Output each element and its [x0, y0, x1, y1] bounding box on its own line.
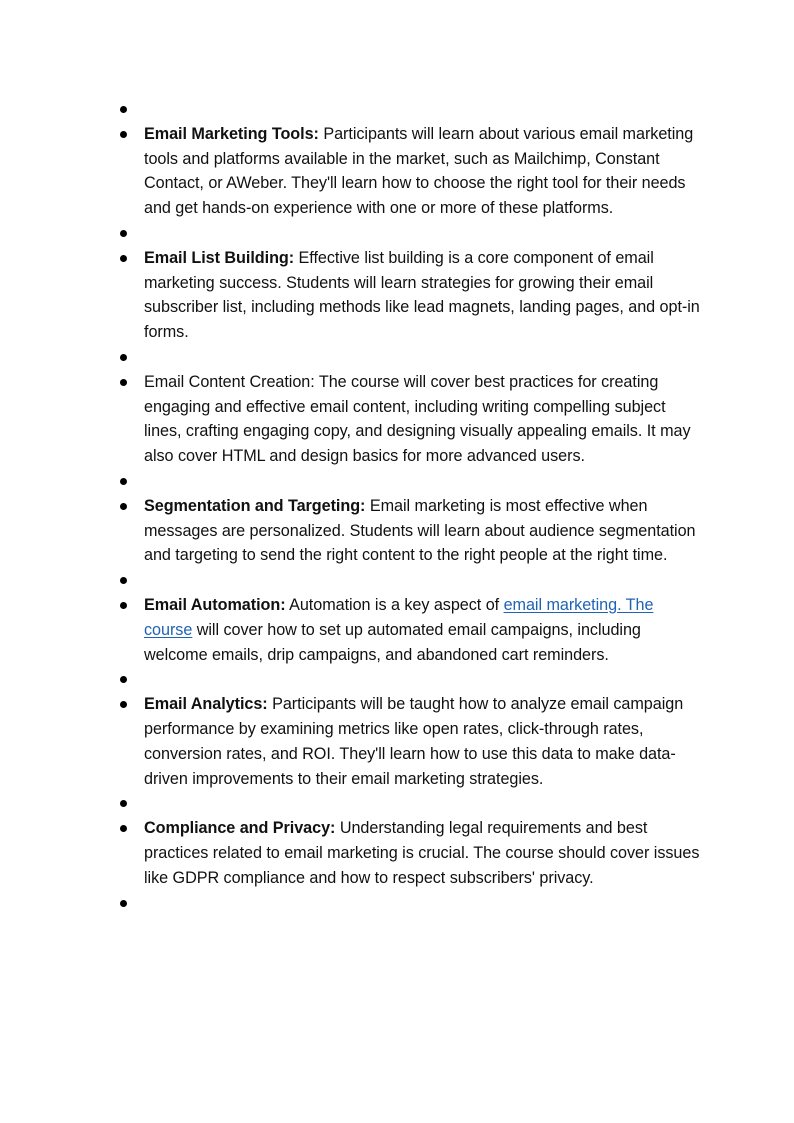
- bullet-icon: [120, 577, 127, 584]
- empty-list-item: [116, 667, 706, 692]
- item-title: Compliance and Privacy:: [144, 819, 336, 838]
- empty-list-item: [116, 791, 706, 816]
- item-text: Participants will be taught how to analyze email campaign performance by examining metrics like open rates, click-through rates, conversion rates, and ROI. They'll learn how to use this data to make data-driven improvements to their email marketing strategies.: [144, 695, 684, 788]
- bullet-icon: [120, 503, 127, 510]
- item-text: Email Content Creation: The course will cover best practices for creating engaging and effective email content, including writing compelling subject lines, crafting engaging copy, and designing visually appealing emails. It may also cover HTML and design basics for more advanced users.: [144, 372, 691, 466]
- item-title: Email Automation:: [144, 595, 286, 614]
- list-item-email-analytics: [116, 692, 706, 791]
- bullet-icon: [120, 354, 127, 361]
- bullet-icon: [120, 478, 127, 485]
- empty-list-item: [116, 891, 706, 916]
- bullet-icon: [120, 230, 127, 237]
- empty-list-item: [116, 568, 706, 593]
- bullet-icon: [120, 106, 127, 113]
- item-title: Segmentation and Targeting:: [144, 496, 366, 515]
- item-title: Email List Building:: [144, 248, 295, 267]
- list-item-email-marketing-tools: [116, 122, 706, 221]
- bullet-icon: [120, 825, 127, 832]
- item-text: Effective list building is a core component of email marketing success. Students will learn strategies for growing their email subscriber list, including methods like lead magnets, landing pages, and opt-in forms.: [144, 248, 700, 342]
- bullet-icon: [120, 255, 127, 262]
- bullet-icon: [120, 800, 127, 807]
- item-text-after-link: will cover how to set up automated email campaigns, including welcome emails, drip campaigns, and abandoned cart reminders.: [144, 620, 641, 664]
- item-text: Understanding legal requirements and best practices related to email marketing is crucial. The course should cover issues like GDPR compliance and how to respect subscribers' privacy.: [144, 819, 700, 887]
- empty-list-item: [116, 221, 706, 246]
- list-item-email-list-building: [116, 246, 706, 345]
- item-text-before-link: Automation is a key aspect of: [285, 595, 504, 614]
- list-item-compliance-privacy: [116, 816, 706, 890]
- list-item-email-automation: [116, 593, 706, 667]
- bullet-icon: [120, 131, 127, 138]
- empty-list-item: [116, 97, 706, 122]
- bullet-icon: [120, 701, 127, 708]
- bullet-list: [116, 97, 706, 915]
- bullet-icon: [120, 676, 127, 683]
- bullet-icon: [120, 602, 127, 609]
- email-marketing-course-link[interactable]: email marketing. The course: [144, 595, 654, 639]
- item-title: Email Analytics:: [144, 695, 268, 714]
- list-item-segmentation-targeting: [116, 494, 706, 568]
- bullet-icon: [120, 379, 127, 386]
- empty-list-item: [116, 469, 706, 494]
- empty-list-item: [116, 345, 706, 370]
- list-item-email-content-creation: [116, 370, 706, 469]
- item-title: Email Marketing Tools:: [144, 124, 319, 143]
- item-text: Email marketing is most effective when messages are personalized. Students will learn about audience segmentation and targeting to send the right content to the right people at the right time.: [144, 496, 696, 565]
- item-text: Participants will learn about various email marketing tools and platforms available in the market, such as Mailchimp, Constant Contact, or AWeber. They'll learn how to choose the right tool for their needs and get hands-on experience with one or more of these platforms.: [144, 124, 694, 218]
- bullet-icon: [120, 900, 127, 907]
